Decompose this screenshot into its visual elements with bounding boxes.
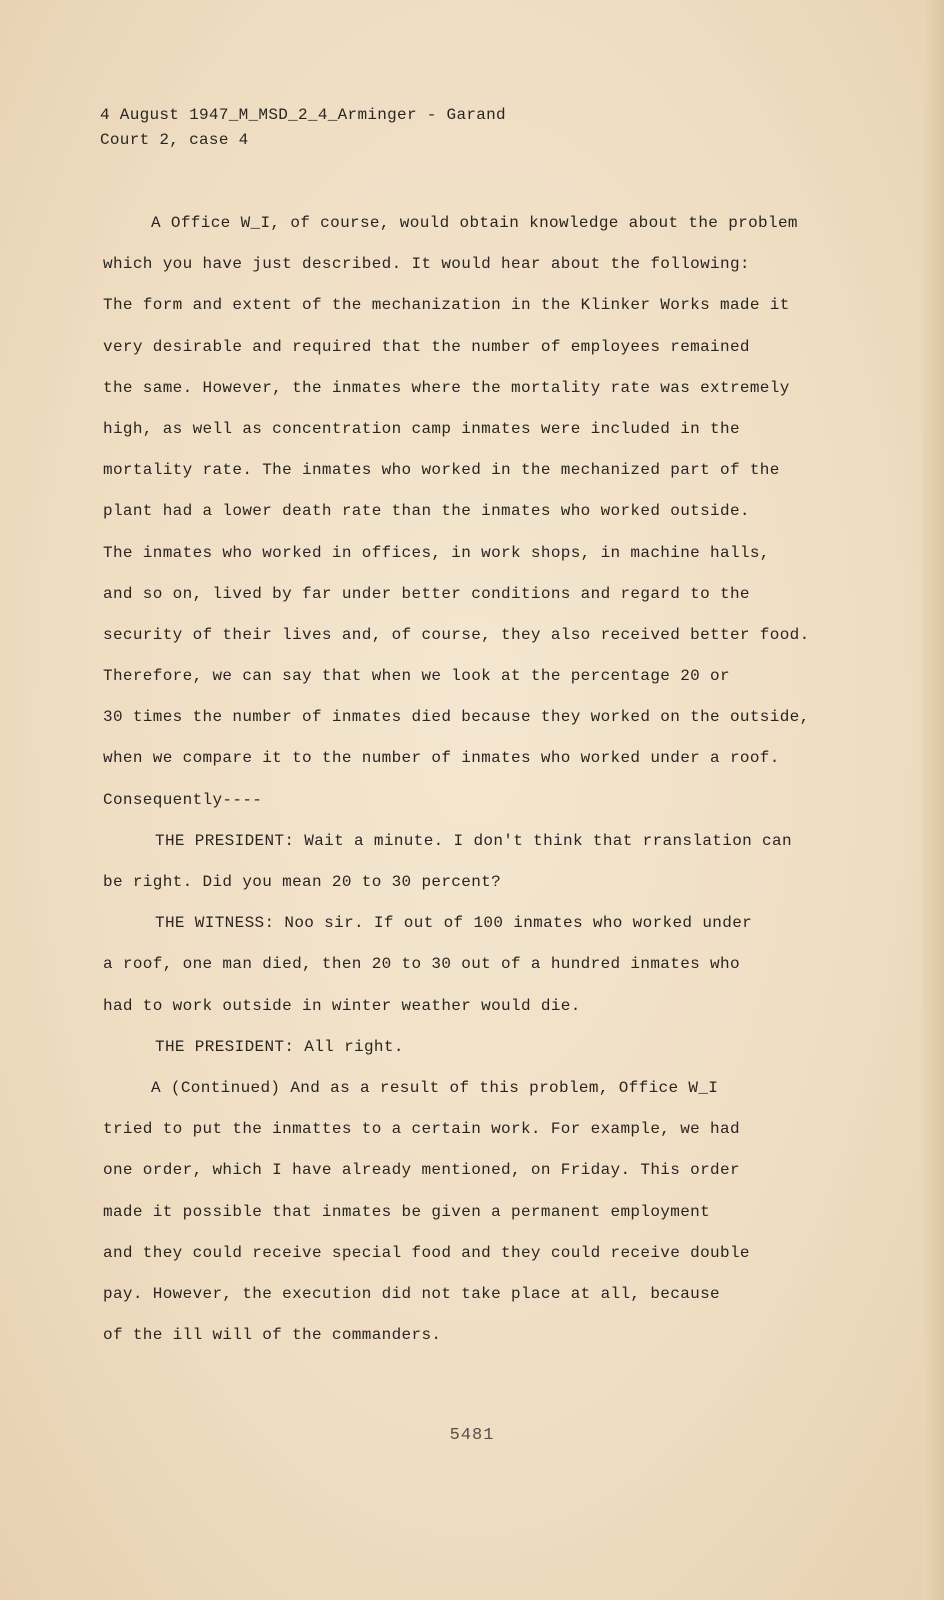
answer-line: A (Continued) And as a result of this problem, Office W_I: [151, 1078, 719, 1097]
text-line: Consequently----: [103, 790, 263, 809]
header-date-line: 4 August 1947_M_MSD_2_4_Arminger - Garand: [100, 106, 506, 124]
text-line: The form and extent of the mechanization in the Klinker Works made it: [103, 296, 790, 315]
text-line: A Office W_I, of course, would obtain knowledge about the problem: [151, 214, 798, 232]
text-line: mortality rate. The inmates who worked in the mechanized part of the: [103, 461, 780, 480]
page-number: 5481: [449, 1426, 495, 1445]
text-line: and so on, lived by far under better conditions and regard to the: [103, 584, 750, 603]
speaker-line: THE PRESIDENT: All right.: [155, 1037, 404, 1056]
header-court-line: Court 2, case 4: [100, 131, 249, 149]
text-line: and they could receive special food and they could receive double: [103, 1243, 750, 1262]
text-line: pay. However, the execution did not take place at all, because: [103, 1284, 720, 1303]
speaker-line: THE PRESIDENT: Wait a minute. I don't think that rranslation can: [155, 831, 792, 850]
transcript-body: [103, 203, 843, 1356]
text-line: be right. Did you mean 20 to 30 percent?: [103, 873, 502, 891]
text-line: when we compare it to the number of inmates who worked under a roof.: [103, 749, 780, 768]
speaker-line: THE WITNESS: Noo sir. If out of 100 inmates who worked under: [155, 914, 753, 933]
text-line: high, as well as concentration camp inmates were included in the: [103, 419, 740, 438]
text-line: had to work outside in winter weather would die.: [103, 996, 581, 1015]
text-line: The inmates who worked in offices, in work shops, in machine halls,: [103, 543, 770, 562]
text-line: Therefore, we can say that when we look at the percentage 20 or: [103, 667, 730, 686]
text-line: plant had a lower death rate than the inmates who worked outside.: [103, 502, 750, 521]
text-line: of the ill will of the commanders.: [103, 1326, 442, 1345]
text-line: tried to put the inmattes to a certain work. For example, we had: [103, 1120, 740, 1139]
text-line: 30 times the number of inmates died because they worked on the outside,: [103, 708, 810, 727]
text-line: very desirable and required that the number of employees remained: [103, 337, 750, 356]
text-line: security of their lives and, of course, they also received better food.: [103, 625, 810, 644]
document-header: [100, 103, 860, 153]
page-edge: [922, 0, 944, 1600]
text-line: one order, which I have already mentioned, on Friday. This order: [103, 1161, 740, 1180]
text-line: the same. However, the inmates where the mortality rate was extremely: [103, 378, 790, 397]
text-line: which you have just described. It would hear about the following:: [103, 255, 750, 274]
text-line: a roof, one man died, then 20 to 30 out of a hundred inmates who: [103, 955, 740, 974]
text-line: made it possible that inmates be given a permanent employment: [103, 1202, 711, 1221]
